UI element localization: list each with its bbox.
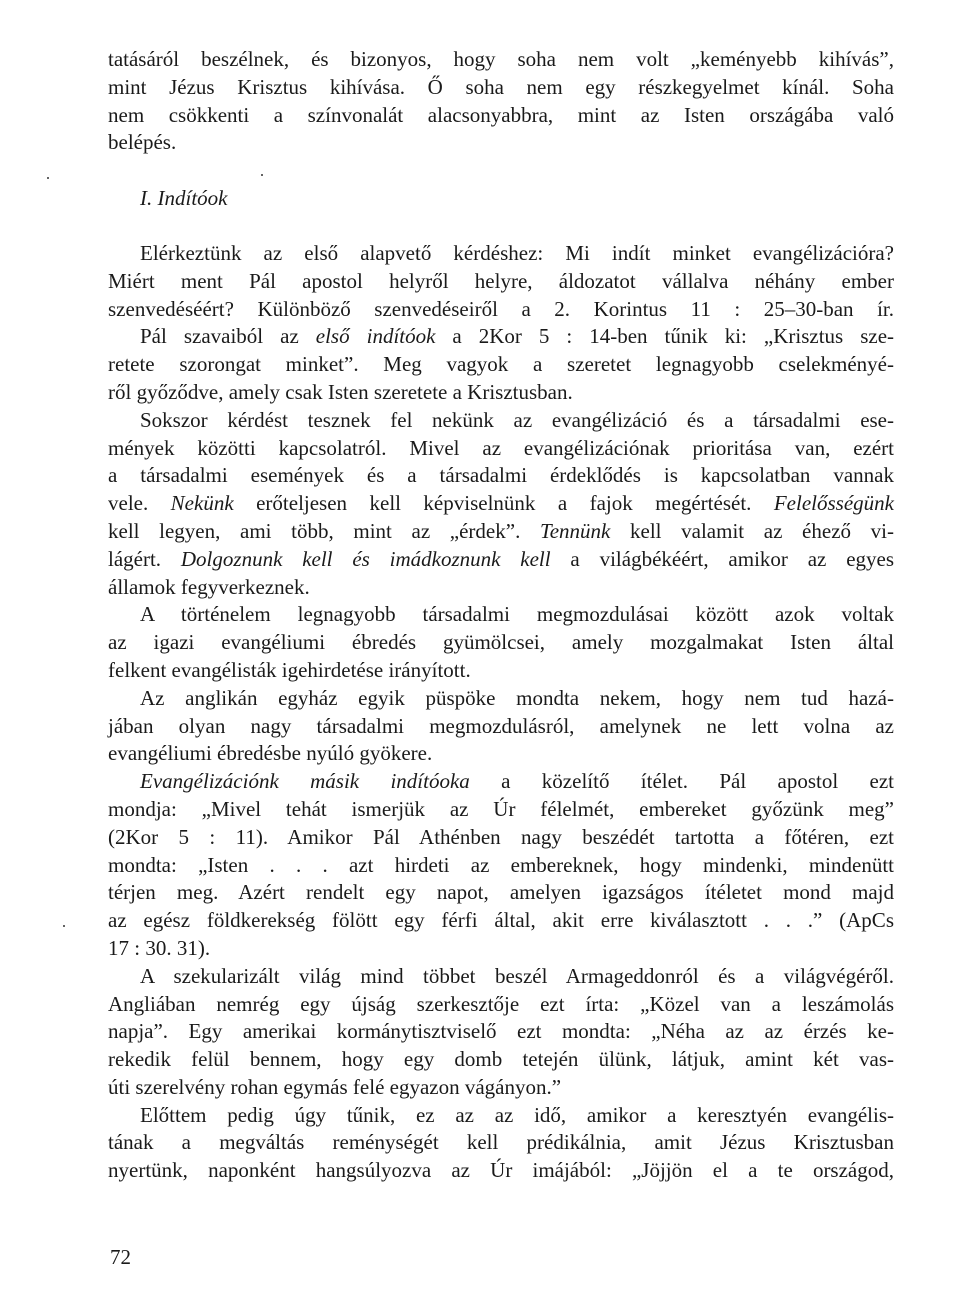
- text-line: 17 : 30. 31).: [108, 935, 211, 960]
- text-line: nem csökkenti a színvonalát alacsonyabbra, mint az Isten országába való: [108, 102, 894, 127]
- text-line: belépés.: [108, 130, 177, 155]
- text-line: Elérkeztünk az első alapvető kérdéshez: Mi indít minket evangélizációra?: [140, 240, 894, 265]
- text-line: az igazi evangéliumi ébredés gyümölcsei, amely mozgalmakat Isten által: [108, 630, 894, 655]
- text-run: Pál szavaiból az: [140, 324, 316, 349]
- scan-speck: [261, 174, 263, 176]
- text-line: (2Kor 5 : 11). Amikor Pál Athénben nagy beszédét tartotta a főtéren, ezt: [108, 824, 894, 849]
- text-line: ről győződve, amely csak Isten szeretete a Krisztusban.: [108, 379, 573, 404]
- italic-run: első indítóok: [315, 324, 436, 349]
- text-line: az egész földkerekség fölött egy férfi által, akit erre kiválasztott . . .” (ApCs: [108, 908, 894, 933]
- page-number: 72: [110, 1245, 131, 1269]
- text-run: kell legyen, ami több, mint az „érdek”.: [108, 518, 540, 543]
- scan-speck: [63, 925, 65, 927]
- text-line: szenvedéséért? Különböző szenvedéseiről a 2. Korintus 11 : 25–30-ban ír.: [108, 296, 894, 321]
- text-line: A szekularizált világ mind többet beszél Armageddonról és a világvégéről.: [140, 963, 894, 988]
- text-line: mondja: „Mivel tehát ismerjük az Úr félelmét, embereket győzünk meg”: [108, 796, 894, 821]
- text-line: [108, 490, 894, 518]
- text-line: rekedik felül bennem, hogy egy domb tetején ülünk, látjuk, amint két vas-: [108, 1047, 894, 1072]
- italic-run: Tennünk: [539, 518, 611, 543]
- text-line: [108, 323, 894, 351]
- text-run: kell valamit az éhező vi-: [610, 518, 894, 543]
- text-line: Előttem pedig úgy tűnik, ez az az idő, amikor a keresztyén evangélis-: [140, 1102, 894, 1127]
- text-line: mint Jézus Krisztus kihívása. Ő soha nem egy részkegyelmet kínál. Soha: [108, 74, 894, 99]
- text-line: nyertünk, naponként hangsúlyozva az Úr imájából: „Jöjjön el a te országod,: [108, 1158, 894, 1183]
- text-line: Angliában nemrég egy újság szerkesztője ezt írta: „Közel van a leszámolás: [108, 991, 894, 1016]
- text-line: felkent evangélisták igehirdetése irányított.: [108, 657, 471, 682]
- scan-speck: [47, 177, 49, 179]
- text-run: lágért.: [108, 546, 181, 571]
- italic-run: Dolgoznunk kell és imádkoznunk kell: [180, 546, 551, 571]
- text-line: térjen meg. Azért rendelt egy napot, amelyen igazságos ítéletet mond majd: [108, 880, 894, 905]
- italic-run: Nekünk: [170, 491, 234, 516]
- text-run: a világbékéért, amikor az egyes: [550, 546, 895, 571]
- text-line: Miért ment Pál apostol helyről helyre, áldozatot vállalva néhány ember: [108, 268, 894, 293]
- text-line: [108, 768, 894, 796]
- text-line: jában olyan nagy társadalmi megmozdulásról, amelynek ne lett volna az: [108, 713, 894, 738]
- text-line: úti szerelvény rohan egymás felé egyazon vágányon.”: [108, 1074, 562, 1099]
- text-run: erőteljesen kell képviselnünk a fajok megértését.: [233, 491, 774, 516]
- text-line: A történelem legnagyobb társadalmi megmozdulásai között azok voltak: [140, 602, 894, 627]
- italic-run: Felelősségünk: [773, 491, 894, 516]
- text-line: Sokszor kérdést tesznek fel nekünk az evangélizáció és a társadalmi ese-: [140, 407, 894, 432]
- text-line: mények közötti kapcsolatról. Mivel az evangélizációnak prioritása van, ezért: [108, 435, 894, 460]
- text-run: a 2Kor 5 : 14-ben tűnik ki: „Krisztus sze-: [435, 324, 895, 349]
- text-line: mondta: „Isten . . . azt hirdeti az embereknek, hogy mindenki, mindenütt: [108, 852, 894, 877]
- italic-run: Evangélizációnk másik indítóoka: [140, 769, 470, 794]
- text-line: tatásáról beszélnek, és bizonyos, hogy soha nem volt „keményebb kihívás”,: [108, 47, 894, 71]
- text-line: tának a megváltás reménységét kell prédikálnia, amit Jézus Krisztusban: [108, 1130, 894, 1155]
- text-run: vele.: [108, 491, 171, 516]
- text-line: [108, 546, 894, 574]
- text-line: retete szorongat minket”. Meg vagyok a szeretet legnagyobb cselekményé-: [108, 352, 894, 377]
- text-line: napja”. Egy amerikai kormánytisztviselő ezt mondta: „Néha az az érzés ke-: [108, 1019, 894, 1044]
- text-line: evangéliumi ébredésbe nyúló gyökere.: [108, 741, 433, 766]
- text-line: államok fegyverkeznek.: [108, 574, 310, 599]
- text-line: Az anglikán egyház egyik püspöke mondta nekem, hogy nem tud hazá-: [140, 685, 894, 710]
- text-line: [108, 518, 894, 546]
- text-line: a társadalmi események és a társadalmi érdeklődés is kapcsolatban vannak: [108, 463, 894, 488]
- text-run: a közelítő ítélet. Pál apostol ezt: [469, 769, 895, 794]
- section-heading: I. Indítóok: [140, 186, 228, 211]
- document-page: [108, 46, 894, 1185]
